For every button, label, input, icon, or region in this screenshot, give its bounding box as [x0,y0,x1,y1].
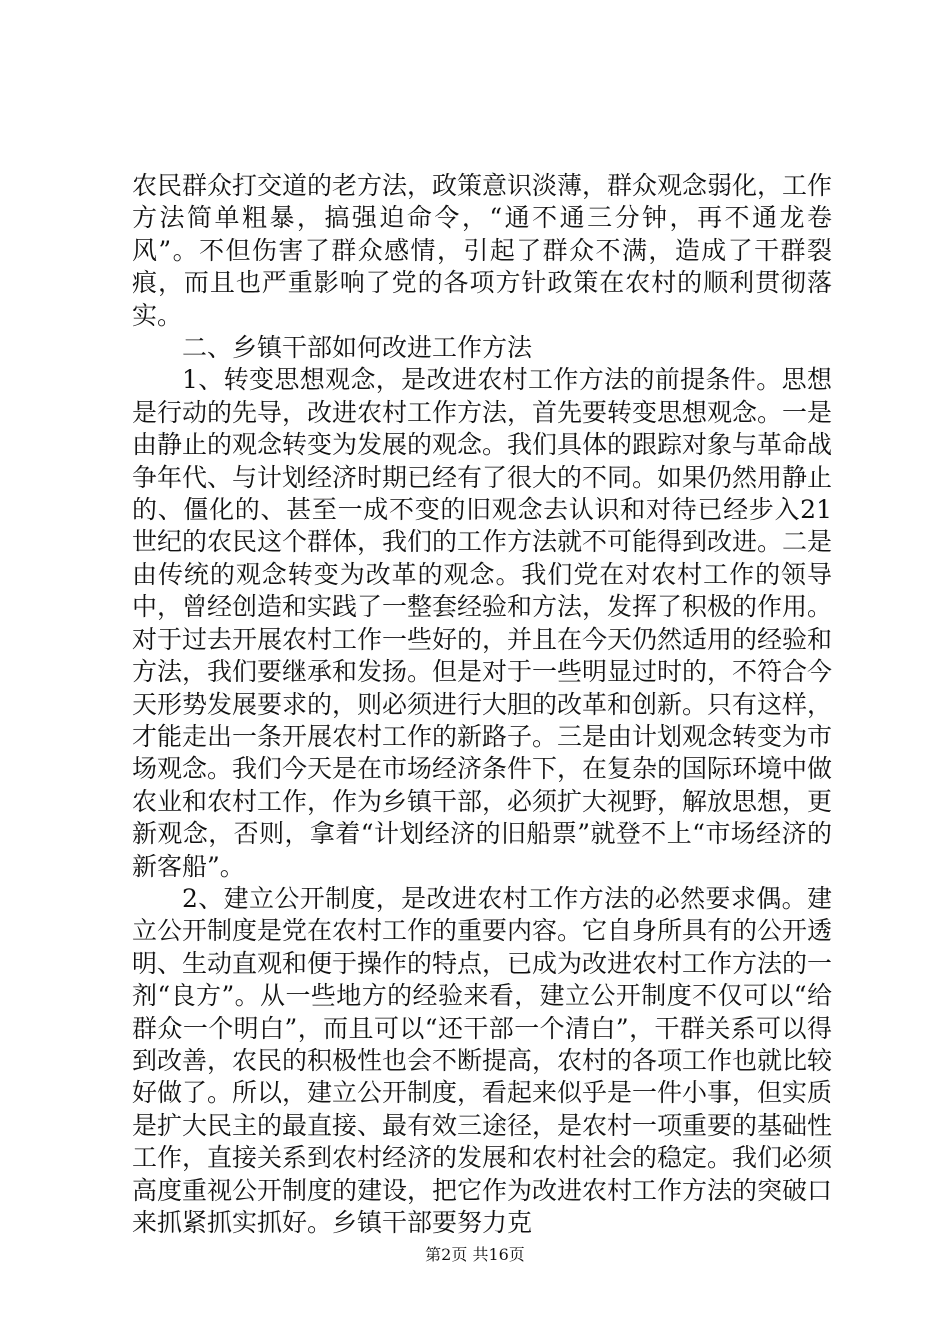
page-number-footer: 第2页 共16页 [425,1245,525,1264]
section-heading: 二、乡镇干部如何改进工作方法 [182,333,533,363]
document-body [132,170,832,1239]
paragraph-continuation: 农民群众打交道的老方法，政策意识淡薄，群众观念弱化，工作方法简单粗暴，搞强迫命令，“通不通三分钟，再不通龙卷风”。不但伤害了群众感情，引起了群众不满，造成了干群裂痕，而且也严重影响了党的各项方针政策在农村的顺利贯彻落实。 [132,171,833,330]
paragraph-1: 1、转变思想观念，是改进农村工作方法的前提条件。思想是行动的先导，改进农村工作方法，首先要转变思想观念。一是由静止的观念转变为发展的观念。我们具体的跟踪对象与革命战争年代、与计划经济时期已经有了很大的不同。如果仍然用静止的、僵化的、甚至一成不变的旧观念去认识和对待已经步入21世纪的农民这个群体，我们的工作方法就不可能得到改进。二是由传统的观念转变为改革的观念。我们党在对农村工作的领导中，曾经创造和实践了一整套经验和方法，发挥了积极的作用。对于过去开展农村工作一些好的，并且在今天仍然适用的经验和方法，我们要继承和发扬。但是对于一些明显过时的，不符合今天形势发展要求的，则必须进行大胆的改革和创新。只有这样，才能走出一条开展农村工作的新路子。三是由计划观念转变为市场观念。我们今天是在市场经济条件下，在复杂的国际环境中做农业和农村工作，作为乡镇干部，必须扩大视野，解放思想，更新观念，否则，拿着“计划经济的旧船票”就登不上“市场经济的新客船”。 [132,365,833,881]
paragraph-2: 2、建立公开制度，是改进农村工作方法的必然要求偶。建立公开制度是党在农村工作的重要内容。它自身所具有的公开透明、生动直观和便于操作的特点，已成为改进农村工作方法的一剂“良方”。从一些地方的经验来看，建立公开制度不仅可以“给群众一个明白”，而且可以“还干部一个清白”，干群关系可以得到改善，农民的积极性也会不断提高，农村的各项工作也就比较好做了。所以，建立公开制度，看起来似乎是一件小事，但实质是扩大民主的最直接、最有效三途径，是农村一项重要的基础性工作，直接关系到农村经济的发展和农村社会的稳定。我们必须高度重视公开制度的建设，把它作为改进农村工作方法的突破口来抓紧抓实抓好。乡镇干部要努力克 [132,883,833,1237]
